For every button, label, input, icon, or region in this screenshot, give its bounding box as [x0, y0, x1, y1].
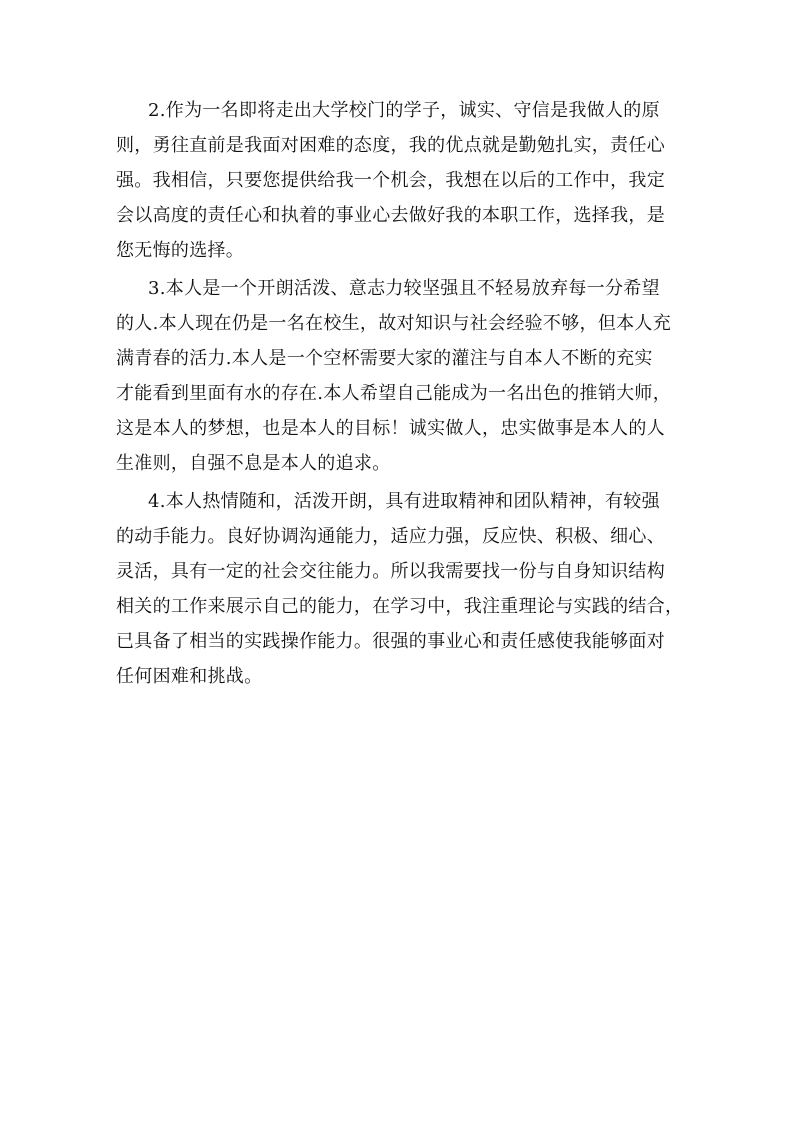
- paragraph-line: 会以高度的责任心和执着的事业心去做好我的本职工作，选择我，是: [116, 205, 665, 226]
- paragraph-line: 4.本人热情随和，活泼开朗，具有进取精神和团队精神，有较强: [148, 491, 660, 512]
- paragraph-line: 灵活，具有一定的社会交往能力。所以我需要找一份与自身知识结构: [116, 561, 665, 582]
- paragraph-line: 的人.本人现在仍是一名在校生，故对知识与社会经验不够，但本人充: [116, 313, 672, 334]
- paragraph-line: 任何困难和挑战。: [116, 666, 263, 687]
- paragraph-4: [116, 484, 682, 694]
- paragraph-line: 生准则，自强不息是本人的追求。: [116, 453, 391, 474]
- document-body: [116, 93, 682, 694]
- paragraph-line: 的动手能力。良好协调沟通能力，适应力强，反应快、积极、细心、: [116, 526, 665, 547]
- paragraph-line: 2.作为一名即将走出大学校门的学子，诚实、守信是我做人的原: [148, 100, 660, 121]
- paragraph-3: [116, 271, 682, 481]
- paragraph-line: 3.本人是一个开朗活泼、意志力较坚强且不轻易放弃每一分希望: [148, 278, 660, 299]
- paragraph-line: 已具备了相当的实践操作能力。很强的事业心和责任感使我能够面对: [116, 631, 665, 652]
- paragraph-line: 则，勇往直前是我面对困难的态度，我的优点就是勤勉扎实，责任心: [116, 135, 665, 156]
- paragraph-line: 才能看到里面有水的存在.本人希望自己能成为一名出色的推销大师，: [116, 383, 672, 404]
- paragraph-line: 满青春的活力.本人是一个空杯需要大家的灌注与自本人不断的充实: [116, 348, 653, 369]
- paragraph-2: [116, 93, 682, 268]
- paragraph-line: 相关的工作来展示自己的能力，在学习中，我注重理论与实践的结合，: [116, 596, 684, 617]
- paragraph-line: 强。我相信，只要您提供给我一个机会，我想在以后的工作中，我定: [116, 170, 665, 191]
- paragraph-line: 这是本人的梦想，也是本人的目标！诚实做人，忠实做事是本人的人: [116, 418, 665, 439]
- paragraph-line: 您无悔的选择。: [116, 240, 245, 261]
